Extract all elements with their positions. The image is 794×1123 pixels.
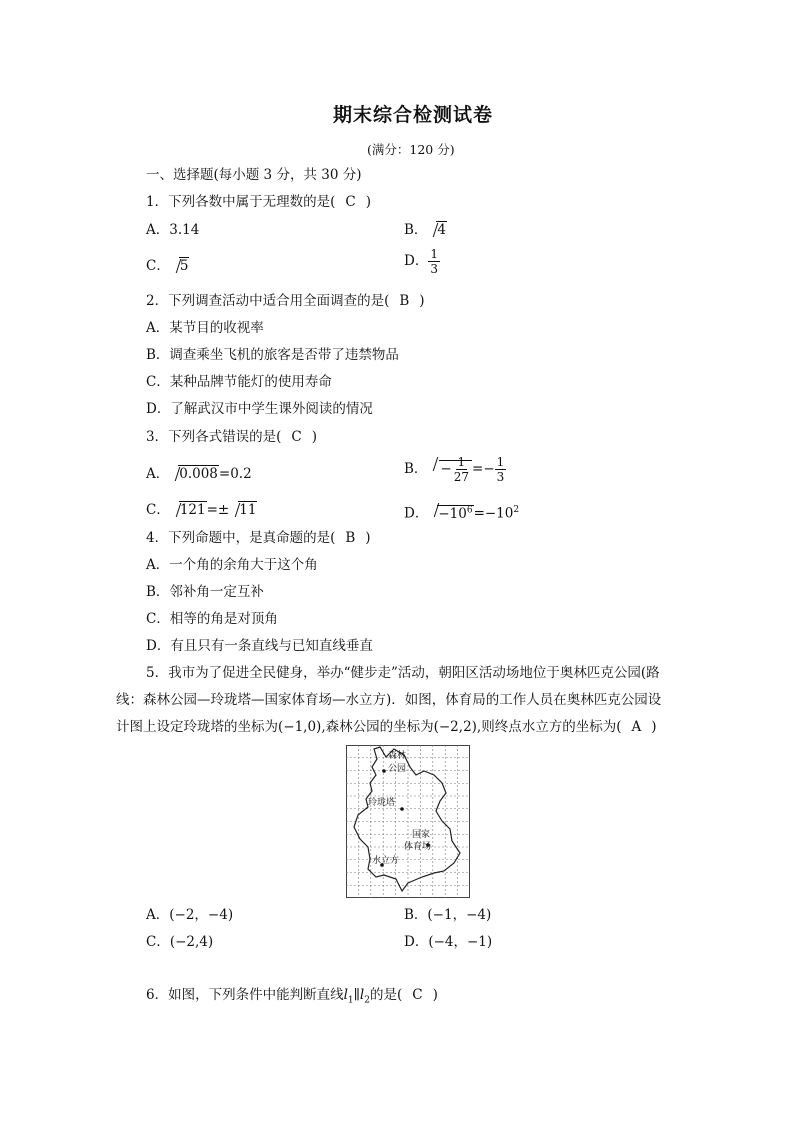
q3-option-d: D． $-10^6=-10^2$	[404, 501, 519, 523]
full-score: (满分：120 分)	[367, 142, 455, 157]
q2-option-b: B．调查乘坐飞机的旅客是否带了违禁物品	[146, 347, 399, 363]
question-5-line-2: 线：森林公园—玲珑塔—国家体育场—水立方)．如图，体育局的工作人员在奥林匹克公园设	[116, 692, 662, 708]
question-6-stem: 6．如图，下列条件中能判断直线$l_1\parallel l_2$的是( C )	[146, 987, 438, 1006]
sqrt-symbol: 11	[229, 501, 257, 519]
label-forest-2: 公园	[388, 764, 407, 774]
q5-option-b: B．(−1，−4)	[404, 907, 492, 923]
q1-option-a: A．3.14	[146, 222, 200, 238]
q5-option-d: D．(−4，−1)	[404, 934, 493, 950]
sqrt-symbol: 4	[427, 221, 447, 239]
label-stadium-1: 国家	[412, 830, 431, 840]
q1-option-d: D． $\frac{1}{3}$	[404, 247, 438, 276]
section-heading: 一、选择题(每小题 3 分，共 30 分)	[146, 167, 362, 183]
cube-root-symbol: − $\frac{1}{27}$	[427, 455, 472, 484]
q4-option-c: C．相等的角是对顶角	[146, 611, 278, 627]
question-4-stem: 4．下列命题中，是真命题的是( B )	[146, 530, 371, 546]
answer: A	[631, 719, 642, 735]
q5-option-a: A．(−2，−4)	[146, 907, 234, 923]
label-cube: 水立方	[372, 856, 400, 866]
answer: B	[399, 293, 410, 309]
q2-option-a: A．某节目的收视率	[146, 320, 264, 336]
label-tower: 玲珑塔	[368, 798, 396, 808]
q4-option-b: B．邻补角一定互补	[146, 584, 264, 600]
answer: C	[412, 987, 423, 1003]
page-title: 期末综合检测试卷	[333, 104, 494, 126]
park-grid-map	[346, 745, 470, 898]
question-5-line-1: 5．我市为了促进全民健身，举办“健步走”活动，朝阳区活动场地位于奥林匹克公园(路	[146, 665, 660, 681]
q5-option-c: C．(−2,4)	[146, 934, 214, 950]
question-1-stem: 1．下列各数中属于无理数的是( C )	[146, 194, 371, 210]
q3-option-c: C． 121=± 11	[146, 502, 257, 518]
q1-option-b: B． 4	[404, 222, 447, 238]
q2-option-c: C．某种品牌节能灯的使用寿命	[146, 374, 332, 390]
q4-option-d: D．有且只有一条直线与已知直线垂直	[146, 638, 373, 654]
forest-park-point	[382, 769, 386, 773]
answer: C	[345, 194, 356, 210]
cube-root-symbol: 0.008	[169, 465, 219, 483]
answer: B	[345, 530, 356, 546]
answer: C	[291, 429, 302, 445]
question-5-line-3: 计图上设定玲珑塔的坐标为(−1,0),森林公园的坐标为(−2,2),则终点水立方的坐标为( A )	[116, 719, 657, 735]
q3-option-b: B． − $\frac{1}{27}$ =− $\frac{1}{3}$	[404, 455, 505, 484]
fraction: $\frac{1}{3}$	[430, 247, 438, 276]
question-3-stem: 3．下列各式错误的是( C )	[146, 429, 317, 445]
sqrt-symbol: 121	[170, 501, 207, 519]
question-2-stem: 2．下列调查活动中适合用全面调查的是( B )	[146, 293, 425, 309]
cube-root-symbol: 5	[170, 257, 190, 275]
label-forest-1: 森林	[388, 751, 407, 761]
q2-option-d: D．了解武汉市中学生课外阅读的情况	[146, 401, 373, 417]
q1-option-c: C． 5	[146, 258, 189, 274]
tower-point	[400, 807, 404, 811]
q3-option-a: A． 0.008=0.2	[146, 466, 252, 482]
label-stadium-2: 体育场	[404, 842, 432, 852]
q4-option-a: A．一个角的余角大于这个角	[146, 557, 318, 573]
cube-root-symbol: $-10^6$	[428, 501, 473, 523]
